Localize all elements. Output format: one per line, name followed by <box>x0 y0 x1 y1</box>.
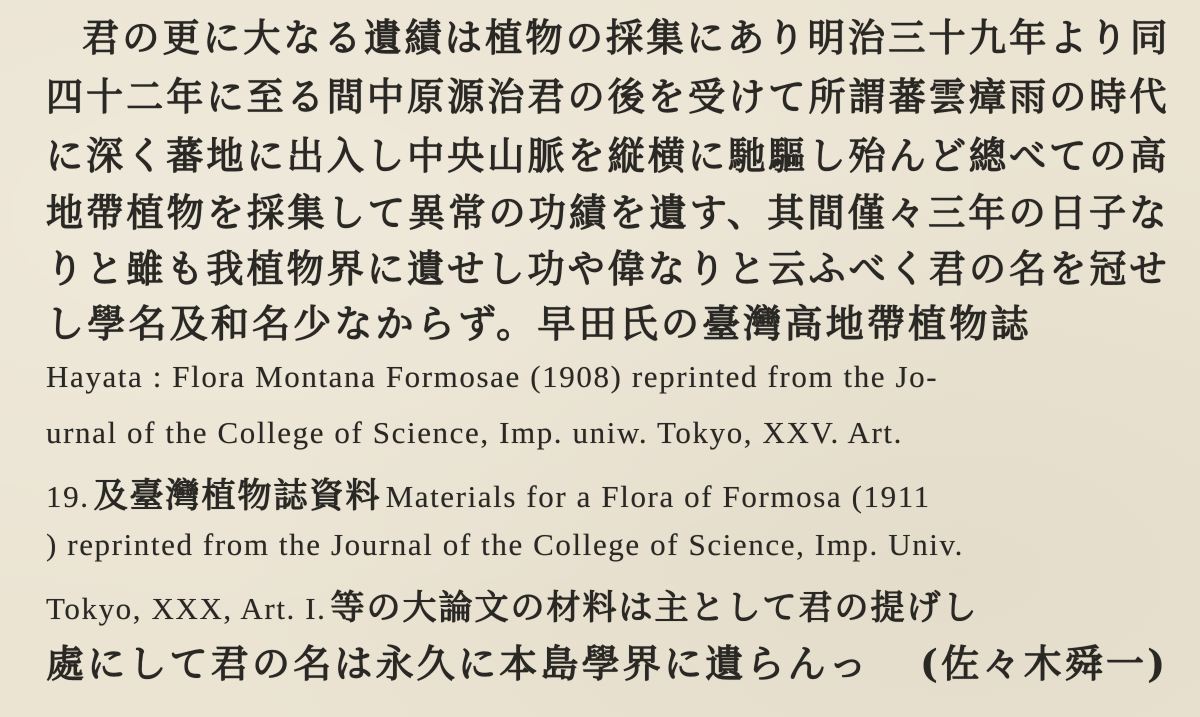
text-line-3: に深く蕃地に出入し中央山脈を縦横に馳驅し殆んど總べての高 <box>46 133 1170 178</box>
text-line-9 <box>46 468 931 517</box>
journal-reference: Tokyo, XXX, Art. I. <box>46 591 327 626</box>
text-line-11-japanese: 等の大論文の材料は主として君の提げし <box>330 588 979 628</box>
text-line-11 <box>46 580 979 629</box>
japanese-title: 及臺灣植物誌資料 <box>93 476 382 516</box>
text-line-10: ) reprinted from the Journal of the College of Science, Imp. Univ. <box>46 527 964 562</box>
text-line-2: 四十二年に至る間中原源治君の後を受けて所謂蕃雲瘴雨の時代 <box>46 74 1170 119</box>
text-line-8: urnal of the College of Science, Imp. uniw. Tokyo, XXV. Art. <box>46 415 903 450</box>
english-title: Materials for a Flora of Formosa (1911 <box>385 479 931 514</box>
text-line-5: りと雖も我植物界に遺せし功や偉なりと云ふべく君の名を冠せ <box>46 246 1170 291</box>
author-signature: (佐々木舜一) <box>920 641 1169 686</box>
text-line-12: 處にして君の名は永久に本島學界に遺らんっ <box>46 641 871 686</box>
text-line-7: Hayata : Flora Montana Formosae (1908) reprinted from the Jo- <box>46 359 939 394</box>
text-line-1: 君の更に大なる遺績は植物の採集にあり明治三十九年より同 <box>82 15 1171 60</box>
article-number: 19. <box>46 479 90 514</box>
text-line-6: し學名及和名少なからず。早田氏の臺灣高地帶植物誌 <box>46 301 1032 346</box>
text-line-4: 地帶植物を採集して異常の功績を遺す、其間僅々三年の日子な <box>46 190 1170 235</box>
